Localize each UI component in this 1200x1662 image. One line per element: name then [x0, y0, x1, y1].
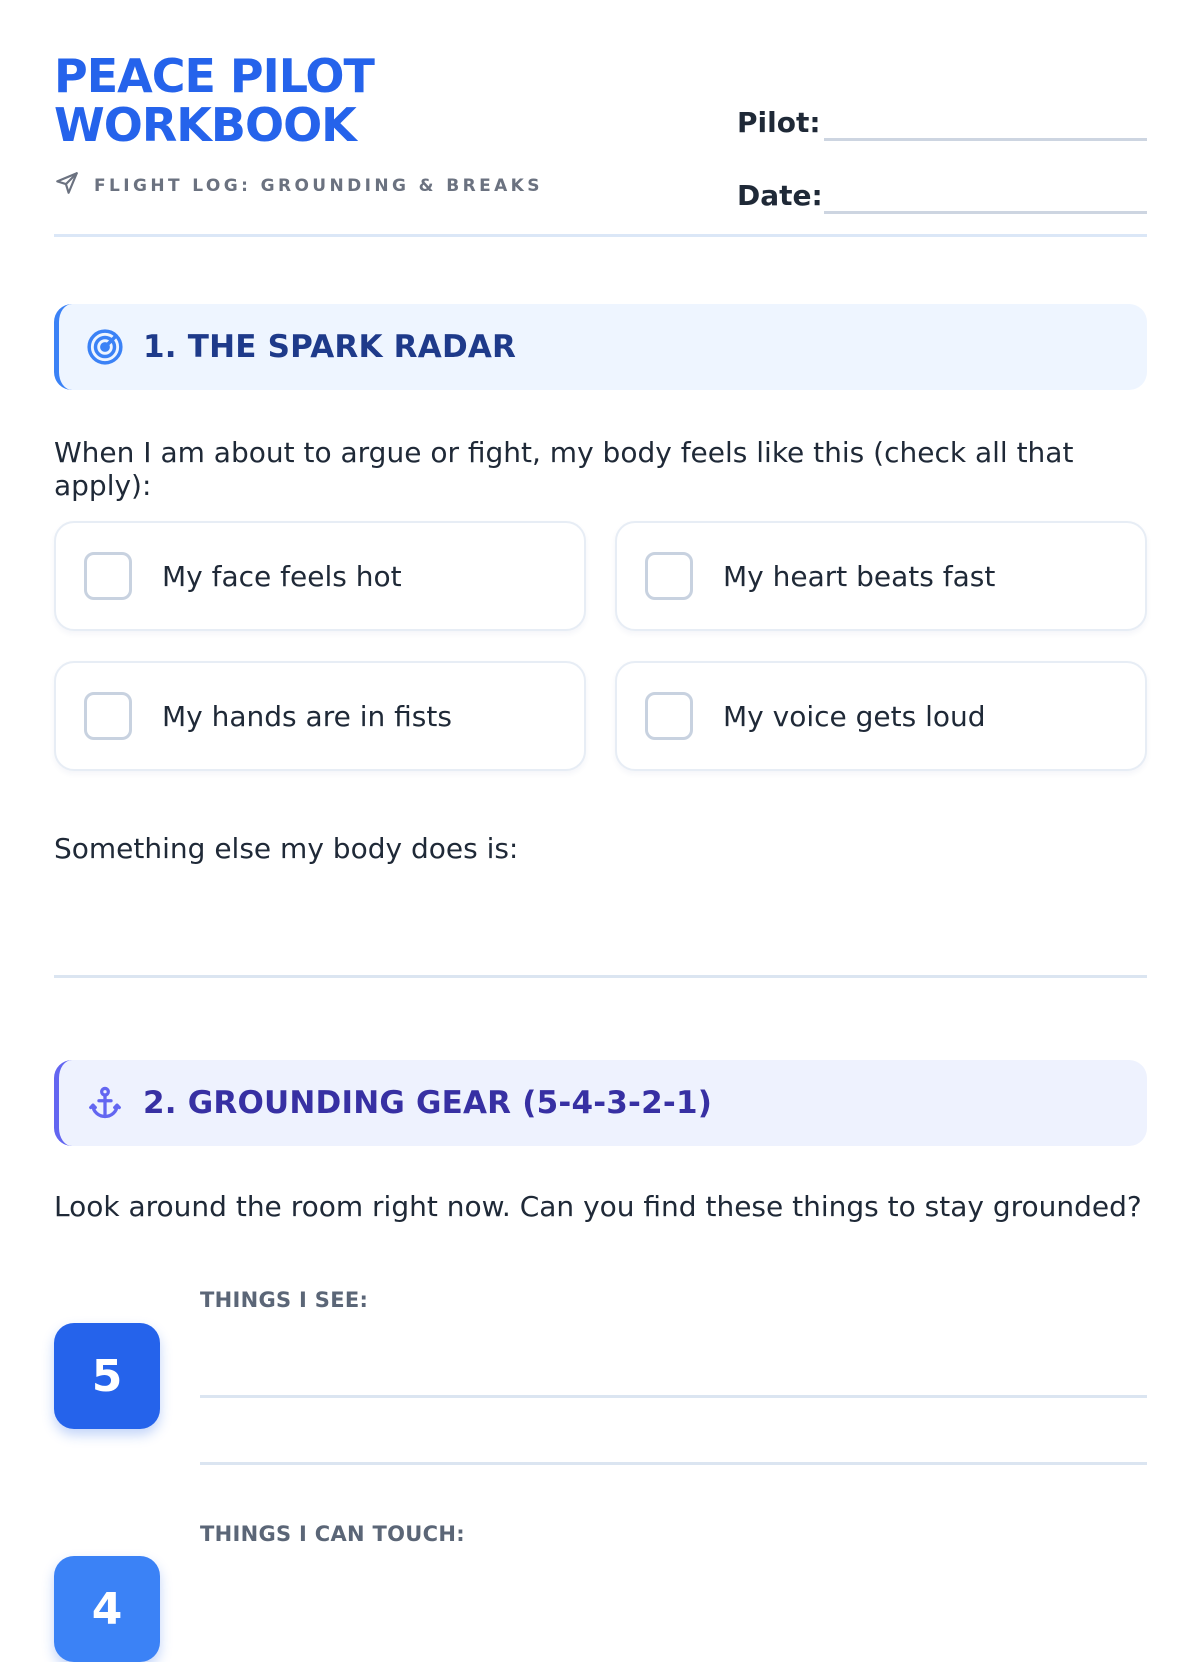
title-line-2: WORKBOOK — [54, 98, 356, 152]
pilot-date-fields — [737, 68, 1147, 214]
radar-icon — [85, 327, 125, 367]
section-title: 1. THE SPARK RADAR — [143, 329, 517, 365]
pilot-row — [737, 68, 1147, 141]
header-divider — [54, 234, 1147, 237]
section-grounding-gear-header — [54, 1060, 1147, 1146]
checklist-label: My heart beats fast — [723, 559, 996, 593]
other-body-sign-prompt: Something else my body does is: — [54, 832, 519, 865]
section-spark-radar-header — [54, 304, 1147, 390]
workbook-subtitle — [54, 170, 543, 201]
other-body-sign-field[interactable] — [54, 975, 1147, 978]
workbook-page — [54, 0, 1147, 1635]
checkbox[interactable] — [645, 552, 693, 600]
checklist-item[interactable] — [615, 661, 1147, 771]
answer-line[interactable] — [200, 1395, 1147, 1398]
step-number-badge: 5 — [54, 1323, 160, 1429]
checkbox[interactable] — [84, 552, 132, 600]
section-title: 2. GROUNDING GEAR (5-4-3-2-1) — [143, 1085, 713, 1121]
workbook-header — [54, 49, 1147, 237]
checklist-label: My voice gets loud — [723, 699, 986, 733]
checklist-label: My face feels hot — [162, 559, 402, 593]
date-field[interactable] — [824, 175, 1147, 214]
checklist-item[interactable] — [615, 521, 1147, 631]
workbook-title — [54, 49, 374, 152]
grounding-prompt: Look around the room right now. Can you find these things to stay grounded? — [54, 1190, 1142, 1223]
date-label: Date: — [737, 179, 823, 212]
checkbox[interactable] — [645, 692, 693, 740]
anchor-icon — [85, 1083, 125, 1123]
pilot-field[interactable] — [824, 102, 1147, 141]
checklist-item[interactable] — [54, 521, 586, 631]
step-label: THINGS I CAN TOUCH: — [200, 1522, 465, 1546]
answer-line[interactable] — [200, 1462, 1147, 1465]
paper-plane-icon — [54, 170, 80, 201]
checkbox[interactable] — [84, 692, 132, 740]
step-number-badge: 4 — [54, 1556, 160, 1662]
date-row — [737, 141, 1147, 214]
title-line-1: PEACE PILOT — [54, 49, 374, 103]
step-label: THINGS I SEE: — [200, 1288, 369, 1312]
spark-radar-prompt: When I am about to argue or fight, my body feels like this (check all that apply): — [54, 436, 1074, 502]
pilot-label: Pilot: — [737, 106, 821, 139]
checklist-item[interactable] — [54, 661, 586, 771]
subtitle-text: FLIGHT LOG: GROUNDING & BREAKS — [94, 175, 543, 196]
checklist-label: My hands are in fists — [162, 699, 452, 733]
